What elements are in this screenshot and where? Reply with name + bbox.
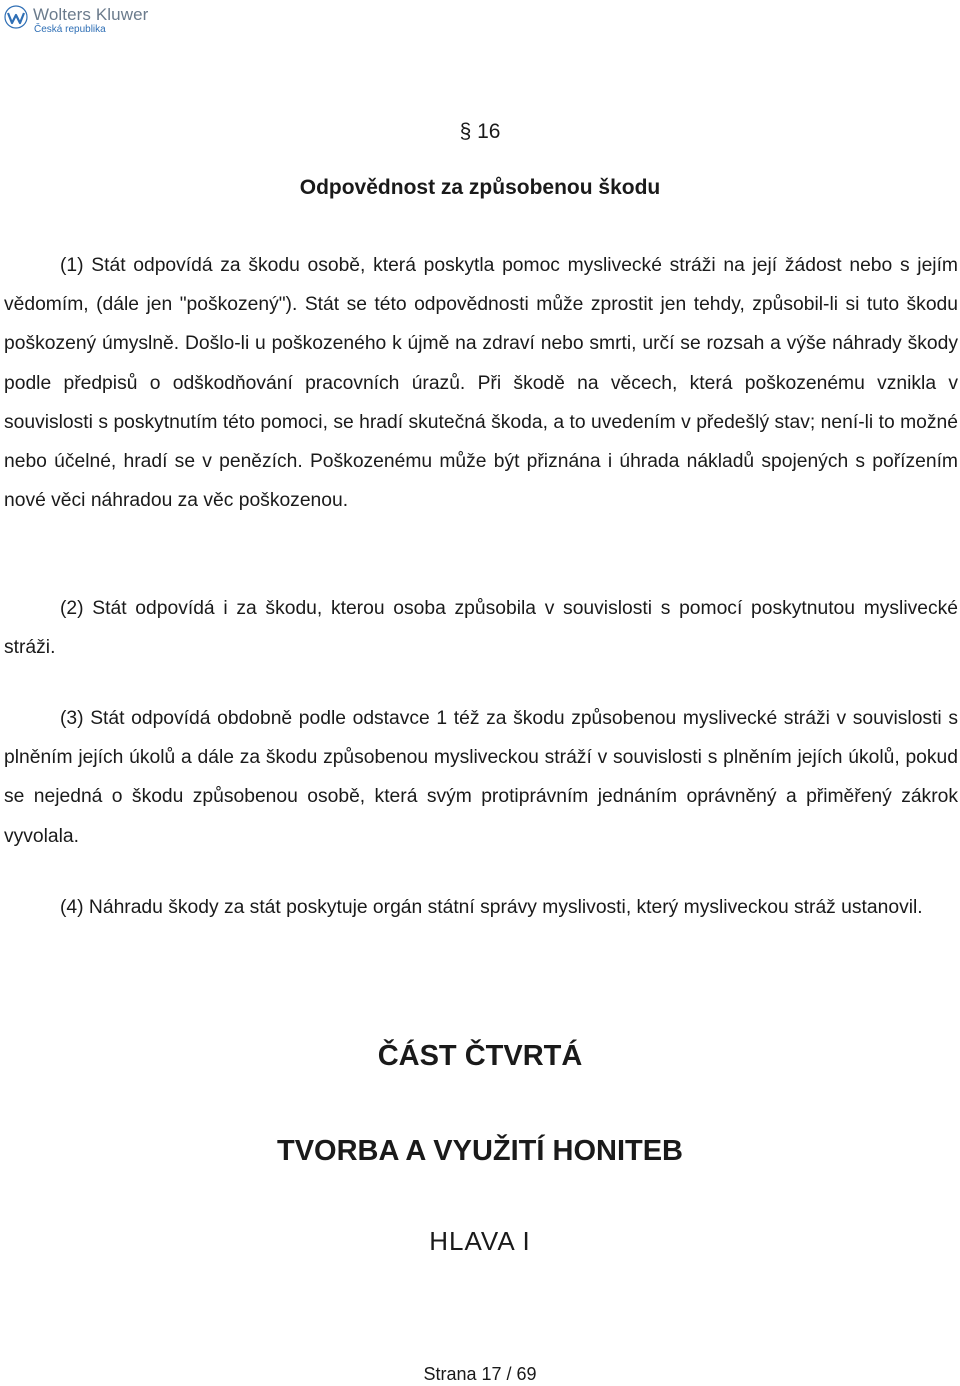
section-title: Odpovědnost za způsobenou škodu [299, 176, 661, 199]
paragraph-3: (3) Stát odpovídá obdobně podle odstavce 1 též za škodu způsobenou myslivecké stráži v souvislosti s plněním jejích úkolů a dále za škodu způsobenou mysliveckou stráží v souvislosti s plněním jejích úkolů, pokud se nejedná o škodu způsobenou osobě, která svým protiprávním jednáním oprávněný a přiměřený zákrok vyvolala. [4, 708, 958, 847]
page-footer: Strana 17 / 69 [423, 1364, 537, 1384]
logo-subtitle: Česká republika [34, 24, 106, 35]
section-number: § 16 [459, 120, 501, 143]
wolters-kluwer-logo-icon [4, 5, 28, 29]
paragraph-1: (1) Stát odpovídá za škodu osobě, která poskytla pomoc myslivecké stráži na její žádost nebo s jejím vědomím, (dále jen "poškozený"). Stát se této odpovědnosti může zprostit jen tehdy, způsobil-li si tuto škodu poškozený úmyslně. Došlo-li u poškozeného k újmě na zdraví nebo smrti, určí se rozsah a výše náhrady škody podle předpisů o odškodňování pracovních úrazů. Při škodě na věcech, která poškozenému vznikla v souvislosti s poskytnutím této pomoci, se hradí skutečná škoda, a to uvedením v předešlý stav; není-li to možné nebo účelné, hradí se v penězích. Poškozenému může být přiznána i úhrada nákladů spojených s pořízením nové věci náhradou za věc poškozenou. [4, 255, 958, 512]
part-subtitle: TVORBA A VYUŽITÍ HONITEB [277, 1135, 683, 1167]
part-title: ČÁST ČTVRTÁ [377, 1040, 583, 1072]
logo-name: Wolters Kluwer [33, 5, 149, 24]
paragraph-4: (4) Náhradu škody za stát poskytuje orgán státní správy myslivosti, který mysliveckou stráž ustanovil. [60, 897, 923, 918]
head-title: HLAVA I [429, 1226, 531, 1256]
paragraph-2: (2) Stát odpovídá i za škodu, kterou osoba způsobila v souvislosti s pomocí poskytnutou myslivecké stráži. [4, 598, 958, 659]
